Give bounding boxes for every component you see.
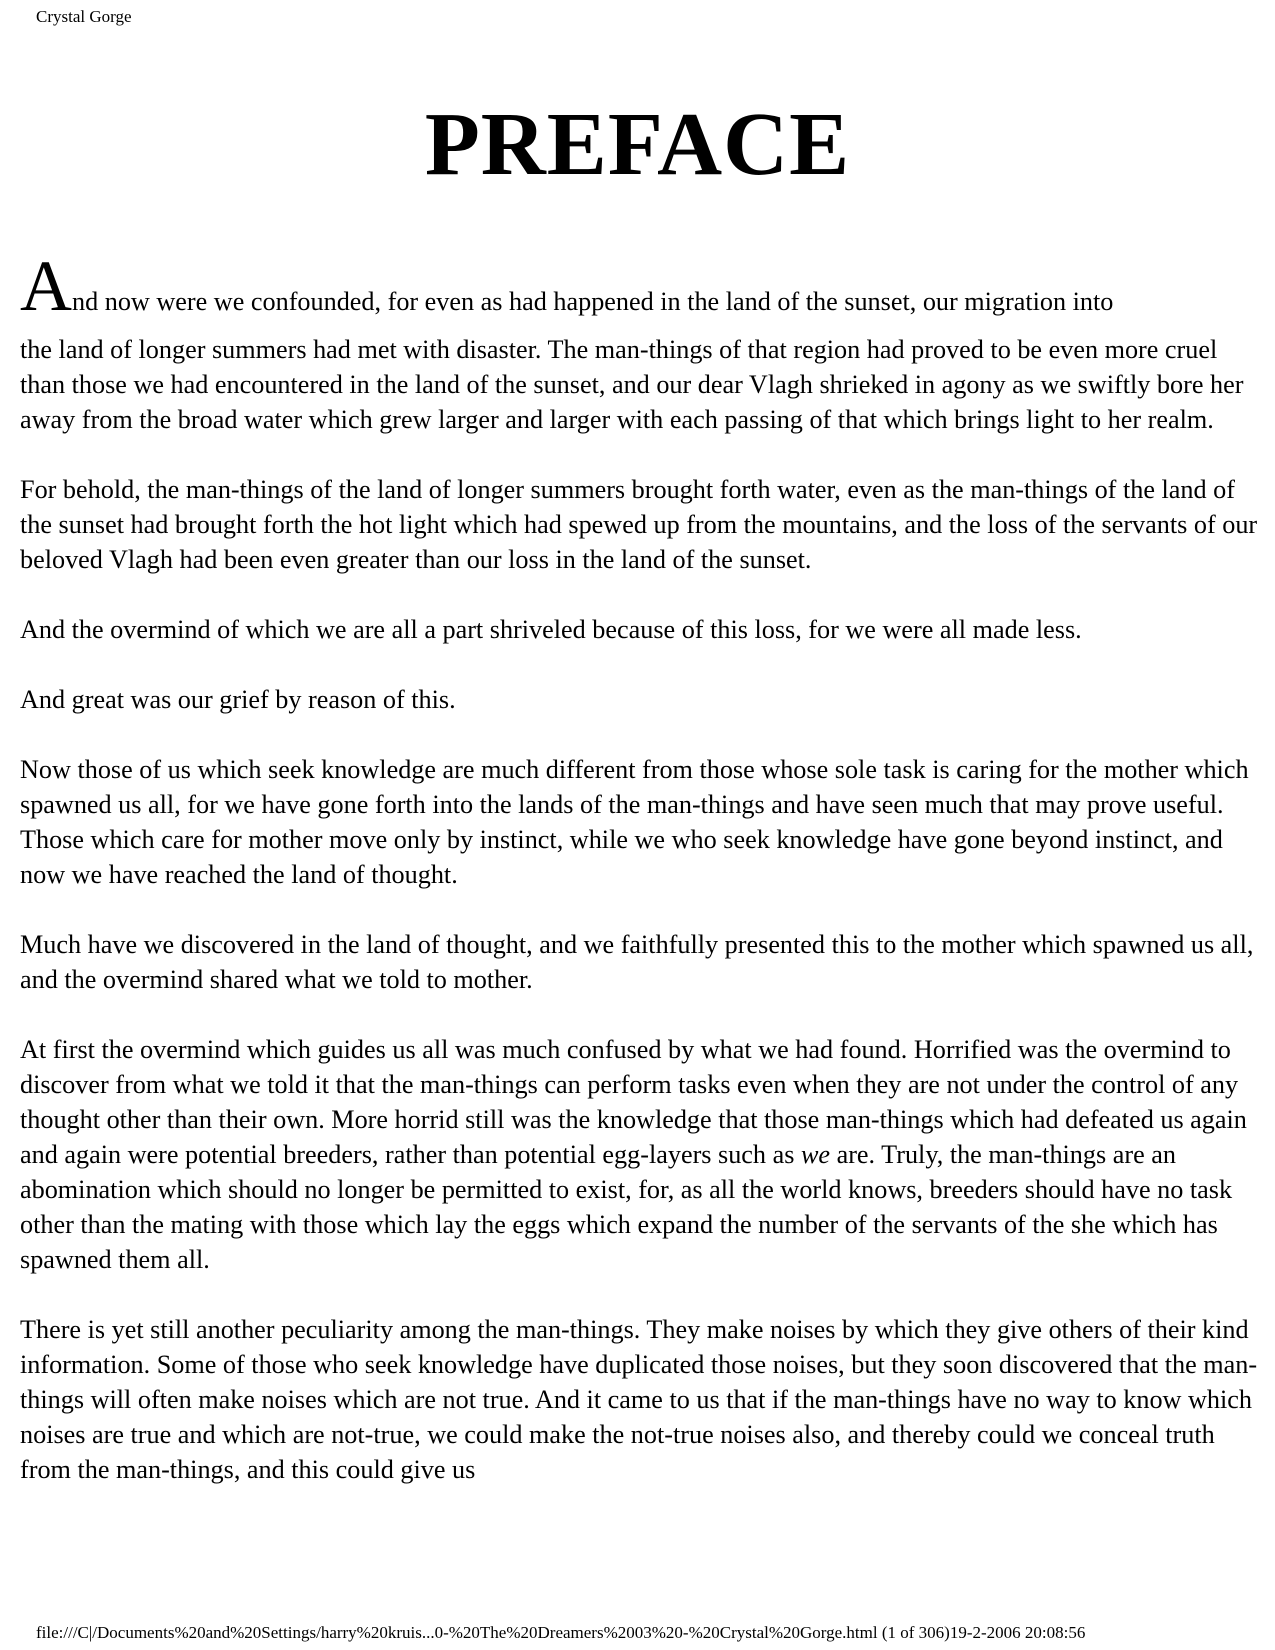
paragraph	[20, 246, 1260, 437]
paragraph-text: are. Truly, the man-things are an abomination which should no longer be permitted to exist, for, as all the world knows, breeders should have no task other than the mating with those which lay the eggs which expand the number of the servants of the she which has spawned them all.	[20, 1140, 1233, 1274]
paragraph: Now those of us which seek knowledge are much different from those whose sole task is caring for the mother which spawned us all, for we have gone forth into the lands of the man-things and have seen much that may prove useful. Those which care for mother move only by instinct, while we who seek knowledge have gone beyond instinct, and now we have reached the land of thought.	[20, 755, 1249, 889]
paragraph: And great was our grief by reason of this.	[20, 685, 456, 714]
paragraph: And the overmind of which we are all a part shriveled because of this loss, for we were all made less.	[20, 615, 1082, 644]
paragraph: For behold, the man-things of the land of longer summers brought forth water, even as the man-things of the land of the sunset had brought forth the hot light which had spewed up from the mountains, and the loss of the servants of our beloved Vlagh had been even greater than our loss in the land of the sunset.	[20, 475, 1258, 574]
chapter-heading: PREFACE	[424, 95, 851, 194]
drop-cap: A	[20, 246, 72, 326]
emphasis-text: we	[800, 1140, 831, 1169]
page-footer-path: file:///C|/Documents%20and%20Settings/harry%20kruis...0-%20The%20Dreamers%2003%20-%20Crystal%20Gorge.html (1 of 306)19-2-2006 20:08:56	[36, 1623, 1086, 1642]
paragraph-text: At first the overmind which guides us all was much confused by what we had found. Horrified was the overmind to discover from what we told it that the man-things can perform tasks even when they are not under the control of any thought other than their own. More horrid still was the knowledge that those man-things which had defeated us again and again were potential breeders, rather than potential egg-layers such as	[20, 1035, 1247, 1169]
body-text	[20, 246, 1260, 1522]
paragraph	[20, 1032, 1260, 1277]
paragraph: There is yet still another peculiarity among the man-things. They make noises by which they give others of their kind information. Some of those who seek knowledge have duplicated those noises, but they soon discovered that the man-things will often make noises which are not true. And it came to us that if the man-things have no way to know which noises are true and which are not-true, we could make the not-true noises also, and thereby could we conceal truth from the man-things, and this could give us	[20, 1315, 1258, 1484]
page-header-title: Crystal Gorge	[36, 7, 132, 26]
paragraph-continuation: the land of longer summers had met with disaster. The man-things of that region had proved to be even more cruel than those we had encountered in the land of the sunset, and our dear Vlagh shrieked in agony as we swiftly bore her away from the broad water which grew larger and larger with each passing of that which brings light to her realm.	[20, 335, 1244, 434]
first-line-text: nd now were we confounded, for even as had happened in the land of the sunset, our migration into	[72, 287, 1114, 316]
paragraph: Much have we discovered in the land of thought, and we faithfully presented this to the mother which spawned us all, and the overmind shared what we told to mother.	[20, 930, 1254, 994]
